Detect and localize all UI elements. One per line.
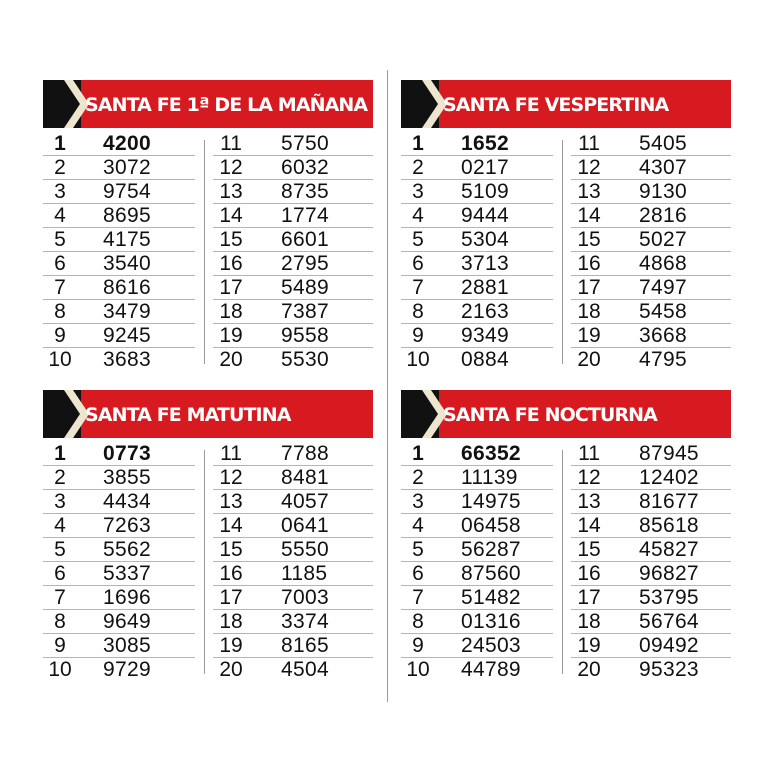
result-row: [213, 276, 373, 300]
result-row: [43, 348, 195, 372]
result-number: 85618: [639, 514, 699, 537]
result-row: [401, 300, 553, 324]
result-row: [571, 324, 731, 348]
results-columns: [401, 438, 731, 680]
result-row: [213, 228, 373, 252]
result-position: 13: [219, 180, 243, 203]
panel-title: SANTA FE MATUTINA: [85, 404, 291, 426]
result-number: 8165: [281, 634, 329, 657]
result-row: [213, 538, 373, 562]
result-position: 14: [219, 204, 243, 227]
result-position: 18: [219, 300, 243, 323]
result-row: [401, 634, 553, 658]
result-row: [213, 562, 373, 586]
panel-header: [43, 390, 373, 438]
results-column-right: [213, 442, 373, 682]
result-position: 6: [54, 252, 66, 275]
result-position: 1: [412, 442, 424, 465]
result-position: 15: [577, 228, 601, 251]
result-number: 6032: [281, 156, 329, 179]
result-row: [213, 490, 373, 514]
results-column-right: [571, 442, 731, 682]
result-number: 1652: [461, 132, 509, 155]
result-row: [401, 252, 553, 276]
result-position: 3: [412, 180, 424, 203]
result-position: 4: [412, 204, 424, 227]
result-position: 13: [577, 180, 601, 203]
result-number: 87560: [461, 562, 521, 585]
result-row: [401, 514, 553, 538]
result-number: 4307: [639, 156, 687, 179]
result-row: [43, 634, 195, 658]
results-column-right: [213, 132, 373, 372]
panel-title: SANTA FE NOCTURNA: [443, 404, 657, 426]
result-position: 13: [577, 490, 601, 513]
result-row: [213, 442, 373, 466]
result-number: 9558: [281, 324, 329, 347]
result-position: 3: [412, 490, 424, 513]
result-position: 16: [219, 252, 243, 275]
result-row: [43, 276, 195, 300]
result-number: 5530: [281, 348, 329, 371]
column-divider: [562, 450, 563, 674]
result-position: 9: [54, 324, 66, 347]
result-number: 5489: [281, 276, 329, 299]
result-row: [213, 610, 373, 634]
result-row: [43, 324, 195, 348]
result-position: 11: [578, 132, 600, 155]
result-position: 7: [412, 586, 424, 609]
result-position: 20: [219, 658, 243, 681]
result-position: 18: [219, 610, 243, 633]
result-position: 13: [219, 490, 243, 513]
results-panel-santa-fe-matutina: [43, 390, 373, 680]
winning-result-row: [43, 442, 195, 466]
result-number: 9130: [639, 180, 687, 203]
result-number: 4868: [639, 252, 687, 275]
result-position: 1: [54, 442, 66, 465]
results-column-right: [571, 132, 731, 372]
result-position: 18: [577, 610, 601, 633]
result-number: 8735: [281, 180, 329, 203]
result-row: [401, 348, 553, 372]
result-row: [213, 514, 373, 538]
result-number: 5750: [281, 132, 329, 155]
result-row: [571, 586, 731, 610]
result-row: [43, 610, 195, 634]
result-number: 3855: [103, 466, 151, 489]
result-row: [401, 538, 553, 562]
result-position: 14: [219, 514, 243, 537]
result-position: 4: [54, 204, 66, 227]
result-number: 7387: [281, 300, 329, 323]
result-number: 4175: [103, 228, 151, 251]
results-columns: [43, 438, 373, 680]
result-row: [213, 252, 373, 276]
result-row: [401, 466, 553, 490]
result-row: [43, 156, 195, 180]
column-divider: [204, 140, 205, 364]
result-number: 2881: [461, 276, 509, 299]
result-position: 9: [412, 324, 424, 347]
result-number: 8695: [103, 204, 151, 227]
result-position: 5: [412, 538, 424, 561]
result-position: 20: [577, 658, 601, 681]
result-position: 8: [54, 610, 66, 633]
result-position: 11: [220, 442, 242, 465]
result-number: 4200: [103, 132, 151, 155]
result-row: [213, 324, 373, 348]
result-row: [213, 466, 373, 490]
results-columns: [401, 128, 731, 370]
center-divider: [387, 70, 388, 702]
result-row: [213, 180, 373, 204]
result-row: [401, 156, 553, 180]
result-position: 2: [412, 466, 424, 489]
result-number: 96827: [639, 562, 699, 585]
result-number: 11139: [461, 466, 518, 489]
result-position: 17: [577, 276, 601, 299]
result-number: 7263: [103, 514, 151, 537]
result-row: [43, 538, 195, 562]
result-number: 0641: [281, 514, 329, 537]
result-number: 3085: [103, 634, 151, 657]
result-number: 5562: [103, 538, 151, 561]
result-position: 6: [412, 252, 424, 275]
result-position: 5: [412, 228, 424, 251]
result-number: 53795: [639, 586, 699, 609]
result-position: 12: [577, 466, 601, 489]
result-row: [571, 156, 731, 180]
result-position: 19: [577, 324, 601, 347]
result-number: 3072: [103, 156, 151, 179]
result-number: 95323: [639, 658, 699, 681]
result-row: [571, 252, 731, 276]
result-position: 16: [219, 562, 243, 585]
result-row: [213, 658, 373, 682]
result-row: [213, 634, 373, 658]
panel-header: [401, 390, 731, 438]
result-number: 3540: [103, 252, 151, 275]
result-number: 06458: [461, 514, 521, 537]
result-position: 20: [577, 348, 601, 371]
result-row: [571, 658, 731, 682]
result-row: [401, 276, 553, 300]
result-position: 8: [412, 300, 424, 323]
result-number: 3374: [281, 610, 329, 633]
result-number: 6601: [281, 228, 329, 251]
result-number: 9444: [461, 204, 509, 227]
result-row: [43, 586, 195, 610]
result-number: 2163: [461, 300, 509, 323]
result-position: 10: [48, 658, 72, 681]
result-row: [213, 586, 373, 610]
result-number: 1696: [103, 586, 151, 609]
result-position: 14: [577, 204, 601, 227]
result-number: 1185: [281, 562, 328, 585]
results-panel-santa-fe-vespertina: [401, 80, 731, 370]
result-row: [213, 204, 373, 228]
result-row: [43, 180, 195, 204]
result-row: [43, 514, 195, 538]
result-row: [571, 466, 731, 490]
result-number: 3479: [103, 300, 151, 323]
result-row: [43, 658, 195, 682]
result-number: 56764: [639, 610, 699, 633]
result-number: 5405: [639, 132, 687, 155]
result-position: 11: [578, 442, 600, 465]
result-position: 10: [406, 658, 430, 681]
result-number: 3668: [639, 324, 687, 347]
result-number: 9729: [103, 658, 151, 681]
result-position: 7: [412, 276, 424, 299]
result-number: 4795: [639, 348, 687, 371]
result-position: 4: [54, 514, 66, 537]
result-position: 2: [54, 156, 66, 179]
result-position: 19: [219, 324, 243, 347]
result-number: 12402: [639, 466, 699, 489]
results-column-left: [401, 132, 553, 372]
result-row: [43, 490, 195, 514]
result-position: 9: [54, 634, 66, 657]
result-position: 16: [577, 252, 601, 275]
result-number: 4057: [281, 490, 329, 513]
result-position: 17: [219, 276, 243, 299]
results-panel-santa-fe-nocturna: [401, 390, 731, 680]
result-number: 5458: [639, 300, 687, 323]
result-row: [571, 348, 731, 372]
winning-result-row: [401, 442, 553, 466]
result-position: 3: [54, 180, 66, 203]
result-row: [571, 442, 731, 466]
results-columns: [43, 128, 373, 370]
result-number: 24503: [461, 634, 521, 657]
result-row: [213, 300, 373, 324]
result-row: [401, 658, 553, 682]
result-position: 10: [406, 348, 430, 371]
result-number: 09492: [639, 634, 699, 657]
result-row: [401, 180, 553, 204]
result-number: 9349: [461, 324, 509, 347]
result-row: [571, 204, 731, 228]
result-position: 8: [54, 300, 66, 323]
result-position: 17: [219, 586, 243, 609]
result-number: 9245: [103, 324, 151, 347]
result-number: 5337: [103, 562, 151, 585]
result-position: 1: [412, 132, 424, 155]
result-row: [571, 538, 731, 562]
result-position: 12: [577, 156, 601, 179]
result-position: 19: [219, 634, 243, 657]
result-row: [43, 562, 195, 586]
result-position: 18: [577, 300, 601, 323]
result-number: 7003: [281, 586, 329, 609]
result-position: 12: [219, 466, 243, 489]
winning-result-row: [401, 132, 553, 156]
result-number: 0884: [461, 348, 509, 371]
result-position: 1: [54, 132, 66, 155]
result-row: [43, 228, 195, 252]
result-row: [401, 324, 553, 348]
result-number: 9649: [103, 610, 151, 633]
result-position: 8: [412, 610, 424, 633]
result-position: 15: [577, 538, 601, 561]
panel-title: SANTA FE VESPERTINA: [443, 94, 669, 116]
result-position: 20: [219, 348, 243, 371]
result-row: [571, 276, 731, 300]
result-position: 12: [219, 156, 243, 179]
result-number: 51482: [461, 586, 521, 609]
result-row: [213, 348, 373, 372]
result-number: 0773: [103, 442, 151, 465]
result-row: [401, 228, 553, 252]
result-row: [571, 228, 731, 252]
result-number: 4504: [281, 658, 329, 681]
result-number: 9754: [103, 180, 151, 203]
result-row: [571, 514, 731, 538]
result-row: [43, 252, 195, 276]
result-position: 7: [54, 586, 66, 609]
result-row: [401, 610, 553, 634]
result-position: 19: [577, 634, 601, 657]
result-number: 44789: [461, 658, 521, 681]
panel-header: [43, 80, 373, 128]
result-position: 6: [412, 562, 424, 585]
result-number: 7497: [639, 276, 687, 299]
results-column-left: [401, 442, 553, 682]
result-row: [571, 300, 731, 324]
result-row: [571, 610, 731, 634]
result-position: 14: [577, 514, 601, 537]
result-number: 8616: [103, 276, 151, 299]
result-row: [571, 180, 731, 204]
result-number: 1774: [281, 204, 329, 227]
result-position: 5: [54, 538, 66, 561]
result-row: [401, 562, 553, 586]
result-number: 87945: [639, 442, 699, 465]
result-row: [571, 132, 731, 156]
result-row: [43, 204, 195, 228]
result-number: 2816: [639, 204, 687, 227]
results-column-left: [43, 442, 195, 682]
result-row: [213, 132, 373, 156]
result-position: 2: [54, 466, 66, 489]
panel-header: [401, 80, 731, 128]
result-number: 0217: [461, 156, 509, 179]
result-row: [401, 586, 553, 610]
result-position: 3: [54, 490, 66, 513]
result-number: 8481: [281, 466, 329, 489]
result-number: 4434: [103, 490, 151, 513]
result-row: [571, 634, 731, 658]
result-number: 56287: [461, 538, 521, 561]
result-position: 7: [54, 276, 66, 299]
result-number: 5304: [461, 228, 509, 251]
column-divider: [562, 140, 563, 364]
result-row: [571, 562, 731, 586]
result-position: 10: [48, 348, 72, 371]
result-position: 11: [220, 132, 242, 155]
result-row: [43, 466, 195, 490]
column-divider: [204, 450, 205, 674]
winning-result-row: [43, 132, 195, 156]
results-column-left: [43, 132, 195, 372]
result-position: 15: [219, 228, 243, 251]
result-number: 14975: [461, 490, 521, 513]
result-number: 5027: [639, 228, 687, 251]
result-position: 17: [577, 586, 601, 609]
result-position: 5: [54, 228, 66, 251]
result-position: 2: [412, 156, 424, 179]
result-number: 66352: [461, 442, 521, 465]
panel-title: SANTA FE 1ª DE LA MAÑANA: [85, 94, 368, 116]
result-position: 4: [412, 514, 424, 537]
result-row: [213, 156, 373, 180]
result-position: 15: [219, 538, 243, 561]
result-number: 7788: [281, 442, 329, 465]
result-position: 6: [54, 562, 66, 585]
result-row: [401, 204, 553, 228]
results-panel-santa-fe-primera-manana: [43, 80, 373, 370]
result-number: 5109: [461, 180, 509, 203]
result-row: [571, 490, 731, 514]
result-number: 3713: [461, 252, 509, 275]
result-number: 5550: [281, 538, 329, 561]
result-position: 16: [577, 562, 601, 585]
result-number: 01316: [461, 610, 521, 633]
result-number: 45827: [639, 538, 699, 561]
result-number: 2795: [281, 252, 329, 275]
result-position: 9: [412, 634, 424, 657]
result-row: [43, 300, 195, 324]
result-number: 3683: [103, 348, 151, 371]
result-row: [401, 490, 553, 514]
result-number: 81677: [639, 490, 699, 513]
